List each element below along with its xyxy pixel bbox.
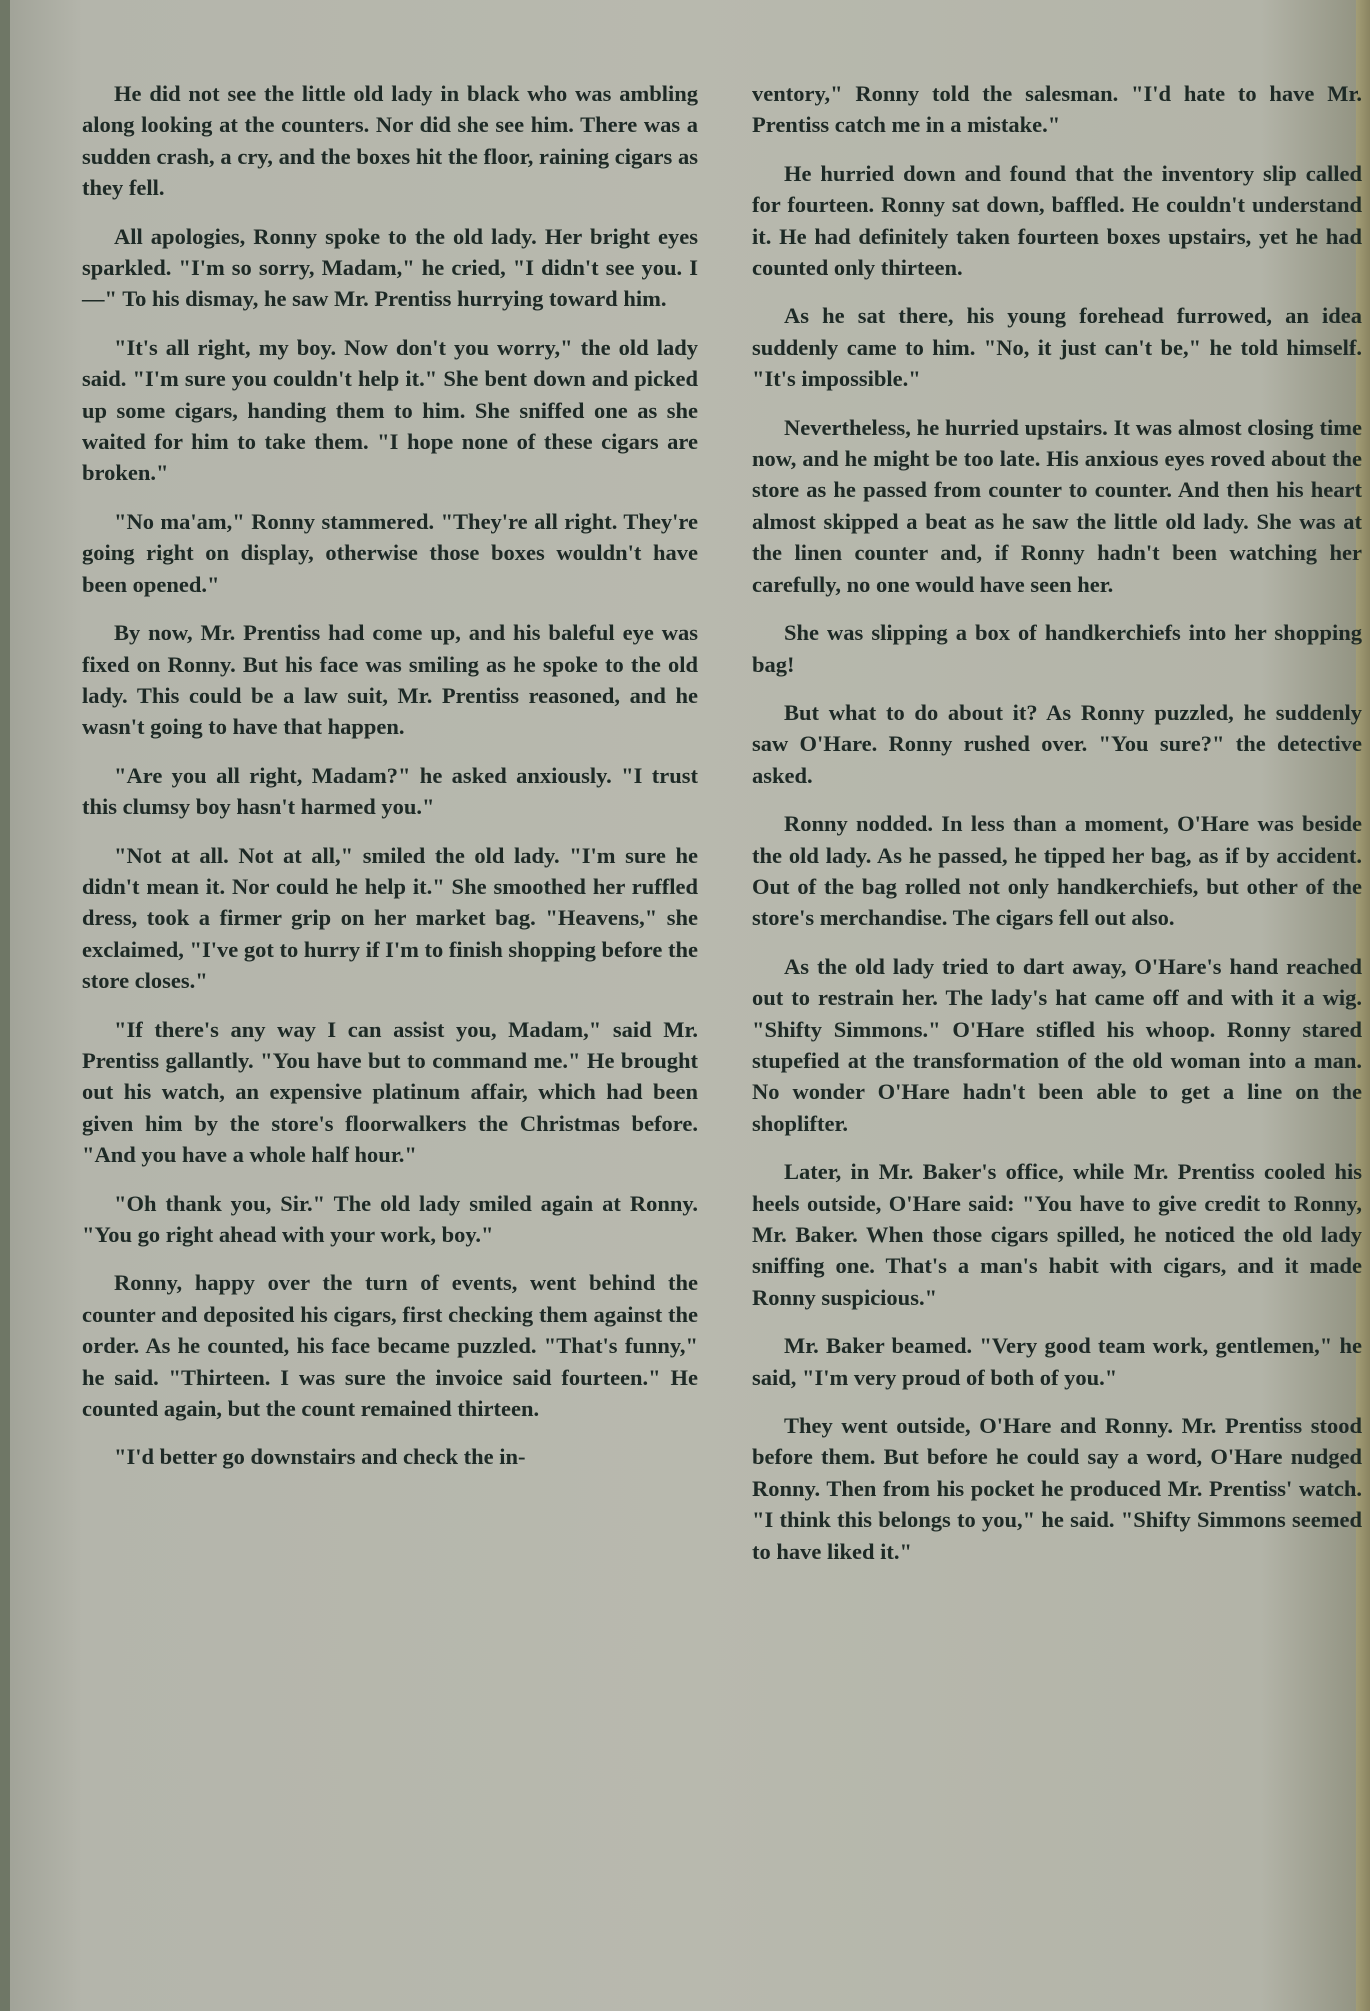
paragraph: He did not see the little old lady in black who was ambling along looking at the counters. Nor did she see him. There was a sudden crash, a cry, and the boxes hit the floor, raining cigars as they fell. xyxy=(82,81,698,201)
paragraph: "Oh thank you, Sir." The old lady smiled again at Ronny. "You go right ahead with your work, boy." xyxy=(82,1190,698,1247)
paragraph: They went outside, O'Hare and Ronny. Mr. Prentiss stood before them. But before he could say a word, O'Hare nudged Ronny. Then from his pocket he produced Mr. Prentiss' watch. "I think this belongs to you," he said. "Shifty Simmons seemed to have liked it." xyxy=(752,1413,1362,1564)
paragraph: "Are you all right, Madam?" he asked anxiously. "I trust this clumsy boy hasn't harmed you." xyxy=(82,762,698,820)
paragraph: "It's all right, my boy. Now don't you worry," the old lady said. "I'm sure you couldn't help it." She bent down and picked up some cigars, handing them to him. She sniffed one as she waited for him to take them. "I hope none of these cigars are broken." xyxy=(82,334,698,486)
paragraph: "I'd better go downstairs and check the in- xyxy=(114,1444,526,1470)
paragraph: He hurried down and found that the inventory slip called for fourteen. Ronny sat down, baffled. He couldn't understand it. He had definitely taken fourteen boxes upstairs, yet he had counted only thirteen. xyxy=(752,160,1362,281)
right-text-column xyxy=(752,78,1362,1584)
paragraph: Nevertheless, he hurried upstairs. It was almost closing time now, and he might be too late. His anxious eyes roved about the store as he passed from counter to counter. And then his heart almost skipped a beat as he saw the little old lady. She was at the linen counter and, if Ronny hadn't been watching her carefully, no one would have seen her. xyxy=(752,414,1362,597)
paragraph: Mr. Baker beamed. "Very good team work, gentlemen," he said, "I'm very proud of both of you." xyxy=(752,1333,1362,1390)
paragraph: But what to do about it? As Ronny puzzled, he suddenly saw O'Hare. Ronny rushed over. "You sure?" the detective asked. xyxy=(752,699,1362,788)
paragraph: She was slipping a box of handkerchiefs into her shopping bag! xyxy=(752,620,1362,677)
paragraph: All apologies, Ronny spoke to the old lady. Her bright eyes sparkled. "I'm so sorry, Madam," he cried, "I didn't see you. I—" To his dismay, he saw Mr. Prentiss hurrying toward him. xyxy=(82,223,698,312)
paragraph: Ronny, happy over the turn of events, went behind the counter and deposited his cigars, first checking them against the order. As he counted, his face became puzzled. "That's funny," he said. "Thirteen. I was sure the invoice said fourteen." He counted again, but the count remained thirteen. xyxy=(82,1270,698,1422)
paragraph: Ronny nodded. In less than a moment, O'Hare was beside the old lady. As he passed, he tipped her bag, as if by accident. Out of the bag rolled not only handkerchiefs, but other of the store's merchandise. The cigars fell out also. xyxy=(752,811,1362,931)
paragraph: "No ma'am," Ronny stammered. "They're all right. They're going right on display, otherwise those boxes wouldn't have been opened." xyxy=(82,508,698,597)
paragraph: Later, in Mr. Baker's office, while Mr. Prentiss cooled his heels outside, O'Hare said: "You have to give credit to Ronny, Mr. Baker. When those cigars spilled, he noticed the old lady sniffing one. That's a man's habit with cigars, and it made Ronny suspicious." xyxy=(752,1159,1362,1310)
paragraph: "If there's any way I can assist you, Madam," said Mr. Prentiss gallantly. "You have but to command me." He brought out his watch, an expensive platinum affair, which had been given him by the store's floorwalkers the Christmas before. "And you have a whole half hour." xyxy=(82,1016,698,1168)
page-binding-edge xyxy=(0,0,10,2011)
paragraph: "Not at all. Not at all," smiled the old lady. "I'm sure he didn't mean it. Nor could he help it." She smoothed her ruffled dress, took a firmer grip on her market bag. "Heavens," she exclaimed, "I've got to hurry if I'm to finish shopping before the store closes." xyxy=(82,842,698,994)
paragraph: By now, Mr. Prentiss had come up, and his baleful eye was fixed on Ronny. But his face was smiling as he spoke to the old lady. This could be a law suit, Mr. Prentiss reasoned, and he wasn't going to have that happen. xyxy=(82,620,698,740)
paragraph: As the old lady tried to dart away, O'Hare's hand reached out to restrain her. The lady's hat came off and with it a wig. "Shifty Simmons." O'Hare stifled his whoop. Ronny stared stupefied at the transformation of the old woman into a man. No wonder O'Hare hadn't been able to get a line on the shoplifter. xyxy=(752,953,1362,1136)
left-text-column xyxy=(82,78,698,1490)
paragraph: As he sat there, his young forehead furrowed, an idea suddenly came to him. "No, it just can't be," he told himself. "It's impossible." xyxy=(752,303,1362,392)
paragraph-continuation: ventory," Ronny told the salesman. "I'd hate to have Mr. Prentiss catch me in a mistake." xyxy=(752,81,1362,138)
